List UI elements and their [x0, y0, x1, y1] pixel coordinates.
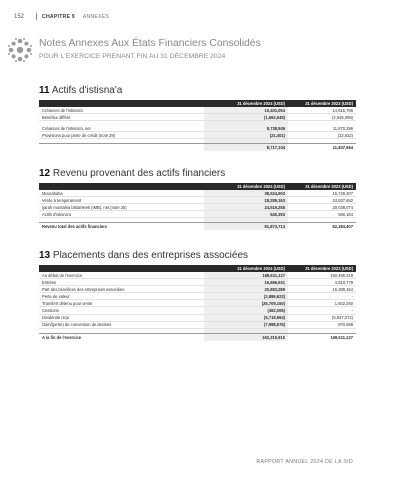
row-label: Ijarah muntahia bittamleek (IMB), net (note 25): [39, 204, 204, 211]
table-row: [39, 114, 356, 121]
value-2023: 580,184: [288, 211, 356, 218]
section-title: Placements dans des entreprises associées: [52, 250, 249, 261]
row-label: Vente à tempérament: [39, 197, 204, 204]
total-row: [39, 144, 356, 152]
value-2023: 4,810,779: [288, 279, 356, 286]
page-header: [14, 13, 109, 20]
section-number: 12: [39, 168, 51, 179]
note-section: [39, 85, 356, 151]
table-row: [39, 300, 356, 307]
column-header: 31 décembre 2024 (USD): [204, 265, 288, 272]
value-2023: 1,602,260: [288, 300, 356, 307]
value-2024: 8,738,505: [204, 125, 288, 132]
financial-table: [39, 100, 356, 151]
table-row: [39, 286, 356, 293]
note-section: [39, 168, 356, 230]
header-divider: [36, 13, 37, 20]
value-2024: 38,524,903: [204, 190, 288, 197]
row-label: Au début de l'exercice: [39, 272, 204, 279]
value-2024: (7,998,576): [204, 321, 288, 328]
financial-table: [39, 183, 356, 230]
column-header: 31 décembre 2023 (USD): [288, 183, 356, 190]
table-row: [39, 293, 356, 300]
table-row: [39, 272, 356, 279]
row-label: Perte de valeur: [39, 293, 204, 300]
value-2023: 11,870,396: [288, 125, 356, 132]
section-label: ANNEXES: [82, 13, 110, 20]
row-label: Part des bénéfices des entreprises associées: [39, 286, 204, 293]
section-heading: [39, 250, 356, 261]
table-header-blank: [39, 183, 204, 190]
value-2023: 16,389,154: [288, 286, 356, 293]
column-header: 31 décembre 2024 (USD): [204, 183, 288, 190]
row-label: Bénéfice différé: [39, 114, 204, 121]
row-label: Gain/(perte) de conversion de devises: [39, 321, 204, 328]
value-2024: (21,401): [204, 132, 288, 139]
value-2023: -: [288, 307, 356, 314]
value-2023: 20,038,074: [288, 204, 356, 211]
value-2023: -: [288, 293, 356, 300]
value-2023: 970,088: [288, 321, 356, 328]
row-label: [39, 144, 204, 152]
row-label: Cessions: [39, 307, 204, 314]
section-heading: [39, 168, 356, 179]
value-2024: 24,519,255: [204, 204, 288, 211]
page-subtitle: POUR L'EXERCICE PRENANT FIN AU 31 DÉCEMBRE 2024: [39, 53, 226, 60]
page-title: Notes Annexes Aux États Financiers Consolidés: [39, 38, 261, 49]
table-row: [39, 307, 356, 314]
row-label: Actifs d'istisna'a: [39, 211, 204, 218]
row-label: Revenu total des actifs financiers: [39, 223, 204, 231]
value-2024: 162,315,910: [204, 333, 288, 341]
value-2023: 168,611,127: [288, 333, 356, 341]
value-2024: 168,611,127: [204, 272, 288, 279]
value-2024: 540,393: [204, 211, 288, 218]
value-2023: 16,728,407: [288, 190, 356, 197]
value-2024: 10,401,054: [204, 107, 288, 114]
note-section: [39, 250, 356, 341]
value-2024: 18,289,163: [204, 197, 288, 204]
table-row: [39, 125, 356, 132]
total-row: [39, 333, 356, 341]
section-number: 11: [39, 85, 50, 96]
table-row: [39, 132, 356, 139]
section-heading: [39, 85, 356, 96]
financial-table: [39, 265, 356, 341]
row-label: Transfert détenu pour vente: [39, 300, 204, 307]
value-2024: (5,718,964): [204, 314, 288, 321]
value-2024: 20,883,289: [204, 286, 288, 293]
value-2023: 62,284,407: [288, 223, 356, 231]
row-label: Provisions pour perte de crédit (note 29): [39, 132, 204, 139]
chapter-label: CHAPITRE 9: [42, 13, 75, 20]
row-label: Mourabaha: [39, 190, 204, 197]
geometric-logo-icon: [7, 37, 33, 63]
value-2024: 81,873,714: [204, 223, 288, 231]
section-title: Actifs d'istisna'a: [51, 85, 123, 96]
value-2023: 14,515,795: [288, 107, 356, 114]
table-row: [39, 107, 356, 114]
total-row: [39, 223, 356, 231]
section-title: Revenu provenant des actifs financiers: [52, 168, 226, 179]
value-2024: (482,006): [204, 307, 288, 314]
column-header: 31 décembre 2023 (USD): [288, 100, 356, 107]
value-2023: 24,937,682: [288, 197, 356, 204]
value-2023: 150,465,318: [288, 272, 356, 279]
column-header: 31 décembre 2024 (USD): [204, 100, 288, 107]
table-row: [39, 190, 356, 197]
table-header-blank: [39, 265, 204, 272]
table-row: [39, 197, 356, 204]
row-label: A la fin de l'exercice: [39, 333, 204, 341]
value-2024: 16,686,931: [204, 279, 288, 286]
column-header: 31 décembre 2023 (USD): [288, 265, 356, 272]
value-2023: (2,645,399): [288, 114, 356, 121]
row-label: Créances de l'istisna'a, net: [39, 125, 204, 132]
table-row: [39, 211, 356, 218]
page-footer: RAPPORT ANNUEL 2024 DE LA SID: [256, 459, 353, 465]
row-label: Entrées: [39, 279, 204, 286]
value-2023: (32,832): [288, 132, 356, 139]
value-2024: (2,886,623): [204, 293, 288, 300]
value-2024: (26,709,150): [204, 300, 288, 307]
value-2023: 11,837,564: [288, 144, 356, 152]
table-row: [39, 279, 356, 286]
page-number: 152: [14, 13, 25, 20]
value-2024: (1,662,549): [204, 114, 288, 121]
section-number: 13: [39, 250, 51, 261]
table-row: [39, 314, 356, 321]
table-row: [39, 204, 356, 211]
table-header-blank: [39, 100, 204, 107]
value-2024: 8,717,104: [204, 144, 288, 152]
table-row: [39, 321, 356, 328]
row-label: Dividende reçu: [39, 314, 204, 321]
value-2023: (5,627,072): [288, 314, 356, 321]
row-label: Créances de l'istisna'a: [39, 107, 204, 114]
